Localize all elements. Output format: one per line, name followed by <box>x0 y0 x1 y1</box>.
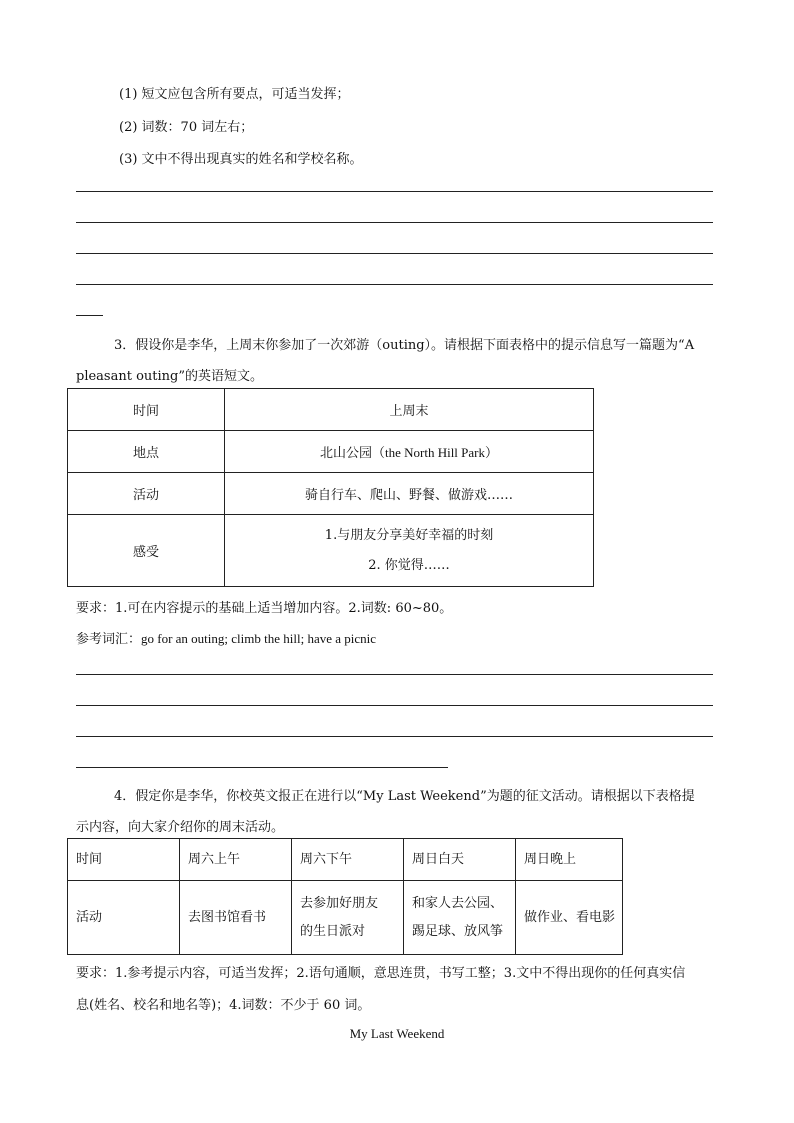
q4-cell-sun-night <box>516 881 623 955</box>
q4-cell-sat-pm-line2: 的生日派对 <box>300 923 366 939</box>
requirement-3: (3) 文中不得出现真实的姓名和学校名称。 <box>119 152 363 167</box>
q4-cell-sun-night-line1: 做作业、看电影 <box>524 909 616 925</box>
q4-header-sun-night: 周日晚上 <box>516 839 623 881</box>
q3-header-weekend: 上周末 <box>225 389 594 431</box>
q3-value-activity: 骑自行车、爬山、野餐、做游戏…… <box>225 473 594 515</box>
q4-requirement-line1: 要求：1.参考提示内容，可适当发挥；2.语句通顺，意思连贯，书写工整；3.文中不得出现你的任何真实信 <box>76 966 686 981</box>
writing-line <box>76 191 713 192</box>
writing-line-short <box>76 315 103 316</box>
writing-line <box>76 253 713 254</box>
writing-line-short <box>76 767 448 768</box>
writing-line <box>76 705 713 706</box>
q4-cell-sun-day-line1: 和家人去公园、 <box>412 895 504 911</box>
q3-prompt-line2: pleasant outing”的英语短文。 <box>76 369 263 384</box>
q4-table <box>67 838 623 955</box>
q3-value-feeling <box>225 515 594 587</box>
q4-cell-sat-pm <box>292 881 404 955</box>
writing-line <box>76 674 713 675</box>
q4-cell-sat-am-line1: 去图书馆看书 <box>188 909 267 925</box>
q4-prompt-line2: 示内容，向大家介绍你的周末活动。 <box>76 820 285 835</box>
essay-title: My Last Weekend <box>349 1026 445 1041</box>
q3-vocabulary: 参考词汇：go for an outing; climb the hill; have a picnic <box>76 631 377 646</box>
q4-requirement-line2: 息(姓名、校名和地名等)；4.词数：不少于 60 词。 <box>76 998 371 1013</box>
q3-requirement: 要求：1.可在内容提示的基础上适当增加内容。2.词数: 60~80。 <box>76 601 453 616</box>
q3-header-time: 时间 <box>68 389 225 431</box>
writing-line <box>76 284 713 285</box>
q4-cell-sat-am <box>180 881 292 955</box>
q3-value-place: 北山公园（the North Hill Park） <box>225 431 594 473</box>
q4-cell-sat-pm-line1: 去参加好朋友 <box>300 895 379 911</box>
requirement-1: (1) 短文应包含所有要点，可适当发挥； <box>119 87 350 102</box>
q3-label-activity: 活动 <box>68 473 225 515</box>
q4-header-sun-day: 周日白天 <box>404 839 516 881</box>
q4-prompt-line1: 4．假定你是李华，你校英文报正在进行以“My Last Weekend”为题的征文活动。请根据以下表格提 <box>114 789 695 804</box>
q3-prompt-line1: 3．假设你是李华，上周末你参加了一次郊游（outing）。请根据下面表格中的提示信息写一篇题为“A <box>114 338 695 353</box>
q3-label-place: 地点 <box>68 431 225 473</box>
writing-line <box>76 222 713 223</box>
q3-feeling-2: 2. 你觉得…… <box>368 557 450 573</box>
q4-label-activity: 活动 <box>68 881 180 955</box>
q4-header-sat-pm: 周六下午 <box>292 839 404 881</box>
writing-line <box>76 736 713 737</box>
q4-cell-sun-day-line2: 踢足球、放风筝 <box>412 923 504 939</box>
q4-header-sat-am: 周六上午 <box>180 839 292 881</box>
q3-table <box>67 388 594 587</box>
q4-cell-sun-day <box>404 881 516 955</box>
q3-feeling-1: 1.与朋友分享美好幸福的时刻 <box>324 527 494 543</box>
requirement-2: (2) 词数：70 词左右； <box>119 120 254 135</box>
q3-label-feeling: 感受 <box>68 515 225 587</box>
q4-header-time: 时间 <box>68 839 180 881</box>
